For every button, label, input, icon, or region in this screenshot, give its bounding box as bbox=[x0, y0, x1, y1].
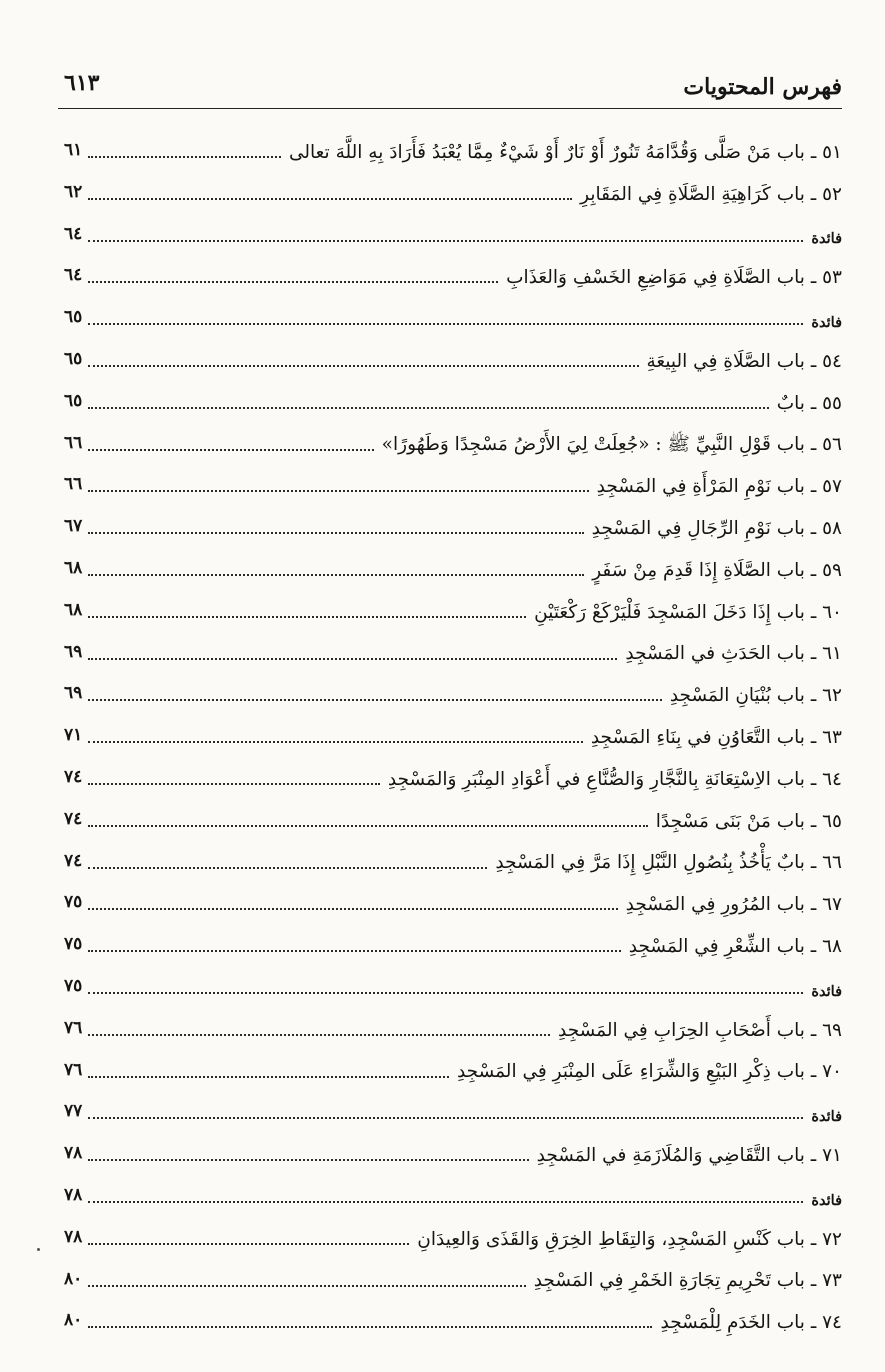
dot-leader bbox=[88, 908, 618, 910]
toc-entry-page: ٨٠ bbox=[64, 1268, 83, 1289]
toc-entry-title: ٧٣ ـ باب تَحْرِيمِ تِجَارَةِ الخَمْرِ فِي المَسْجِدِ bbox=[533, 1270, 842, 1292]
dot-leader bbox=[88, 867, 487, 869]
toc-entry-page: ٦٦ bbox=[64, 432, 83, 453]
toc-entry bbox=[58, 500, 842, 540]
toc-entry-page: ٧٦ bbox=[64, 1017, 83, 1038]
toc-entry-title: ٦٣ ـ باب التَّعَاوُنِ في بِنَاءِ المَسْجِدِ bbox=[590, 727, 842, 748]
dot-leader bbox=[88, 407, 769, 409]
toc-entry-title: ٥٥ ـ بابٌ bbox=[776, 392, 842, 414]
toc-entry-title: فائدة bbox=[811, 313, 842, 331]
toc-entry bbox=[58, 1002, 842, 1042]
toc-entry-title: ٦٩ ـ باب أَصْحَابِ الحِرَابِ فِي المَسْجِدِ bbox=[558, 1019, 842, 1041]
toc-entry-page: ٧٥ bbox=[64, 976, 83, 996]
toc-entry-page: ٧٤ bbox=[64, 767, 83, 787]
toc-entry-page: ٦٤ bbox=[64, 265, 83, 286]
toc-entry-page: ٧٧ bbox=[64, 1101, 83, 1122]
toc-entry bbox=[58, 1211, 842, 1251]
toc-entry bbox=[58, 166, 842, 206]
toc-entry bbox=[58, 458, 842, 498]
toc-entry bbox=[58, 1294, 842, 1334]
toc-entry-title: ٥٢ ـ باب كَرَاهِيَةِ الصَّلَاةِ فِي المَقَابِرِ bbox=[580, 183, 842, 205]
toc-entry bbox=[58, 333, 842, 373]
toc-entry-page: ٨٠ bbox=[64, 1310, 83, 1331]
toc-entry-title: ٦٨ ـ باب الشِّعْرِ فِي المَسْجِدِ bbox=[628, 936, 842, 957]
toc-entry-page: ٧٤ bbox=[64, 808, 83, 829]
toc-entry-title: ٥٣ ـ باب الصَّلَاةِ فِي مَوَاضِعِ الخَسْفِ وَالعَذَابِ bbox=[506, 267, 842, 289]
toc-entry-page: ٧٥ bbox=[64, 934, 83, 955]
scan-speck bbox=[37, 1248, 40, 1251]
toc-entry bbox=[58, 793, 842, 833]
dot-leader bbox=[88, 783, 380, 785]
toc-entry-title: فائدة bbox=[811, 230, 842, 248]
toc-entry-title: ٦٢ ـ باب بُنْيَانِ المَسْجِدِ bbox=[669, 685, 842, 707]
toc-note-entry bbox=[58, 1169, 842, 1209]
dot-leader bbox=[88, 1117, 803, 1119]
toc-entry bbox=[58, 584, 842, 624]
toc-entry-title: ٦٦ ـ بابٌ يَأْخُذُ بِنُصُولِ النَّبْلِ إِذَا مَرَّ فِي المَسْجِدِ bbox=[495, 852, 842, 874]
dot-leader bbox=[88, 365, 639, 367]
toc-entry-title: فائدة bbox=[811, 1191, 842, 1209]
toc-entry-title: ٦٥ ـ باب مَنْ بَنَى مَسْجِدًا bbox=[655, 810, 842, 832]
toc-entry-title: ٥٤ ـ باب الصَّلَاةِ فِي البِيعَةِ bbox=[646, 350, 842, 372]
dot-leader bbox=[88, 616, 526, 618]
dot-leader bbox=[88, 699, 662, 701]
dot-leader bbox=[88, 992, 803, 994]
toc-entry-title: ٧٤ ـ باب الخَدَمِ لِلْمَسْجِدِ bbox=[660, 1312, 842, 1334]
toc-entry bbox=[58, 1127, 842, 1167]
toc-entry-page: ٦١ bbox=[64, 140, 83, 160]
toc-note-entry bbox=[58, 1085, 842, 1125]
dot-leader bbox=[88, 156, 281, 158]
toc-entry bbox=[58, 249, 842, 289]
toc-entry-page: ٧١ bbox=[64, 725, 83, 746]
dot-leader bbox=[88, 198, 572, 200]
toc-entry-page: ٧٨ bbox=[64, 1143, 83, 1164]
toc-entry bbox=[58, 876, 842, 916]
toc-entry bbox=[58, 751, 842, 791]
toc-entry bbox=[58, 918, 842, 958]
toc-entry-page: ٦٢ bbox=[64, 181, 83, 202]
toc-entry bbox=[58, 667, 842, 707]
toc-entry-title: ٧٢ ـ باب كَنْسِ المَسْجِدِ، وَالتِقَاطِ الخِرَقِ وَالقَذَى وَالعِيدَانِ bbox=[417, 1228, 842, 1250]
toc-entry-title: فائدة bbox=[811, 1108, 842, 1125]
dot-leader bbox=[88, 1285, 526, 1287]
dot-leader bbox=[88, 323, 803, 325]
toc-entry-title: ٥٨ ـ باب نَوْمِ الرِّجَالِ فِي المَسْجِدِ bbox=[591, 518, 842, 539]
toc-entry-page: ٦٧ bbox=[64, 516, 83, 537]
dot-leader bbox=[88, 281, 498, 283]
toc-entry-page: ٦٥ bbox=[64, 390, 83, 411]
dot-leader bbox=[88, 950, 621, 952]
toc-entry-title: ٦٧ ـ باب المُرُورِ فِي المَسْجِدِ bbox=[625, 894, 842, 916]
toc-entry-page: ٧٥ bbox=[64, 892, 83, 913]
toc-entry-page: ٧٨ bbox=[64, 1226, 83, 1247]
toc-entry-page: ٧٨ bbox=[64, 1185, 83, 1205]
toc-entry bbox=[58, 835, 842, 875]
toc-entry-page: ٦٩ bbox=[64, 683, 83, 704]
dot-leader bbox=[88, 574, 584, 576]
toc-entry bbox=[58, 1253, 842, 1293]
dot-leader bbox=[88, 532, 584, 534]
dot-leader bbox=[88, 1243, 409, 1245]
toc-entry bbox=[58, 417, 842, 457]
toc-entry bbox=[58, 124, 842, 164]
toc-entry-title: ٥٩ ـ باب الصَّلَاةِ إِذَا قَدِمَ مِنْ سَفَرٍ bbox=[592, 559, 842, 581]
toc-entry bbox=[58, 375, 842, 415]
dot-leader bbox=[88, 449, 374, 451]
dot-leader bbox=[88, 1034, 550, 1036]
toc-entry-page: ٦٩ bbox=[64, 641, 83, 662]
header-page-number: ٦١٣ bbox=[64, 70, 100, 96]
dot-leader bbox=[88, 741, 583, 743]
dot-leader bbox=[88, 658, 617, 660]
toc-entry bbox=[58, 1044, 842, 1084]
header-title: فهرس المحتويات bbox=[683, 74, 842, 100]
toc-entry-page: ٦٨ bbox=[64, 558, 83, 578]
dot-leader bbox=[88, 1326, 652, 1328]
dot-leader bbox=[88, 1076, 449, 1078]
toc-entry-title: فائدة bbox=[811, 982, 842, 1000]
toc-entry-page: ٦٨ bbox=[64, 599, 83, 620]
dot-leader bbox=[88, 490, 589, 492]
toc-entry-page: ٦٦ bbox=[64, 474, 83, 495]
toc-note-entry bbox=[58, 291, 842, 331]
toc-entry-title: ٥١ ـ باب مَنْ صَلَّى وَقُدَّامَهُ تَنُورٌ أَوْ نَارٌ أَوْ شَيْءٌ مِمَّا يُعْبَدُ فَأَرَادَ بِهِ اللَّهَ تعالى bbox=[288, 141, 842, 163]
toc-entry bbox=[58, 626, 842, 666]
toc-entry-title: ٦٠ ـ باب إِذَا دَخَلَ المَسْجِدَ فَلْيَرْكَعْ رَكْعَتَيْنِ bbox=[534, 601, 842, 623]
running-header bbox=[58, 66, 842, 109]
toc-entry-title: ٦١ ـ باب الحَدَثِ في المَسْجِدِ bbox=[625, 643, 842, 665]
toc-entry bbox=[58, 542, 842, 582]
toc-note-entry bbox=[58, 960, 842, 1000]
dot-leader bbox=[88, 1159, 529, 1161]
toc-entry-title: ٧٠ ـ باب ذِكْرِ البَيْعِ وَالشِّرَاءِ عَلَى المِنْبَرِ فِي المَسْجِدِ bbox=[456, 1061, 842, 1083]
toc-entry-title: ٧١ ـ باب التَّقَاضِي وَالمُلَازَمَةِ في المَسْجِدِ bbox=[536, 1145, 842, 1166]
dot-leader bbox=[88, 240, 803, 242]
toc-entry-page: ٧٦ bbox=[64, 1059, 83, 1080]
toc-entry-title: ٥٦ ـ باب قَوْلِ النَّبِيِّ ﷺ : «جُعِلَتْ لِيَ الأَرْضُ مَسْجِدًا وَطَهُورًا» bbox=[381, 434, 842, 456]
table-of-contents bbox=[58, 124, 842, 1334]
toc-note-entry bbox=[58, 208, 842, 248]
toc-entry-page: ٦٥ bbox=[64, 307, 83, 328]
dot-leader bbox=[88, 825, 648, 827]
dot-leader bbox=[88, 1201, 803, 1203]
toc-entry-page: ٧٤ bbox=[64, 850, 83, 871]
toc-entry-page: ٦٤ bbox=[64, 223, 83, 244]
toc-entry bbox=[58, 709, 842, 749]
toc-entry-title: ٥٧ ـ باب نَوْمِ المَرْأَةِ فِي المَسْجِدِ bbox=[596, 476, 842, 498]
toc-entry-page: ٦٥ bbox=[64, 349, 83, 369]
toc-entry-title: ٦٤ ـ باب الاِسْتِعَانَةِ بِالنَّجَّارِ وَالصُّنَّاعِ في أَعْوَادِ المِنْبَرِ وَالمَسْجِدِ bbox=[387, 768, 842, 790]
